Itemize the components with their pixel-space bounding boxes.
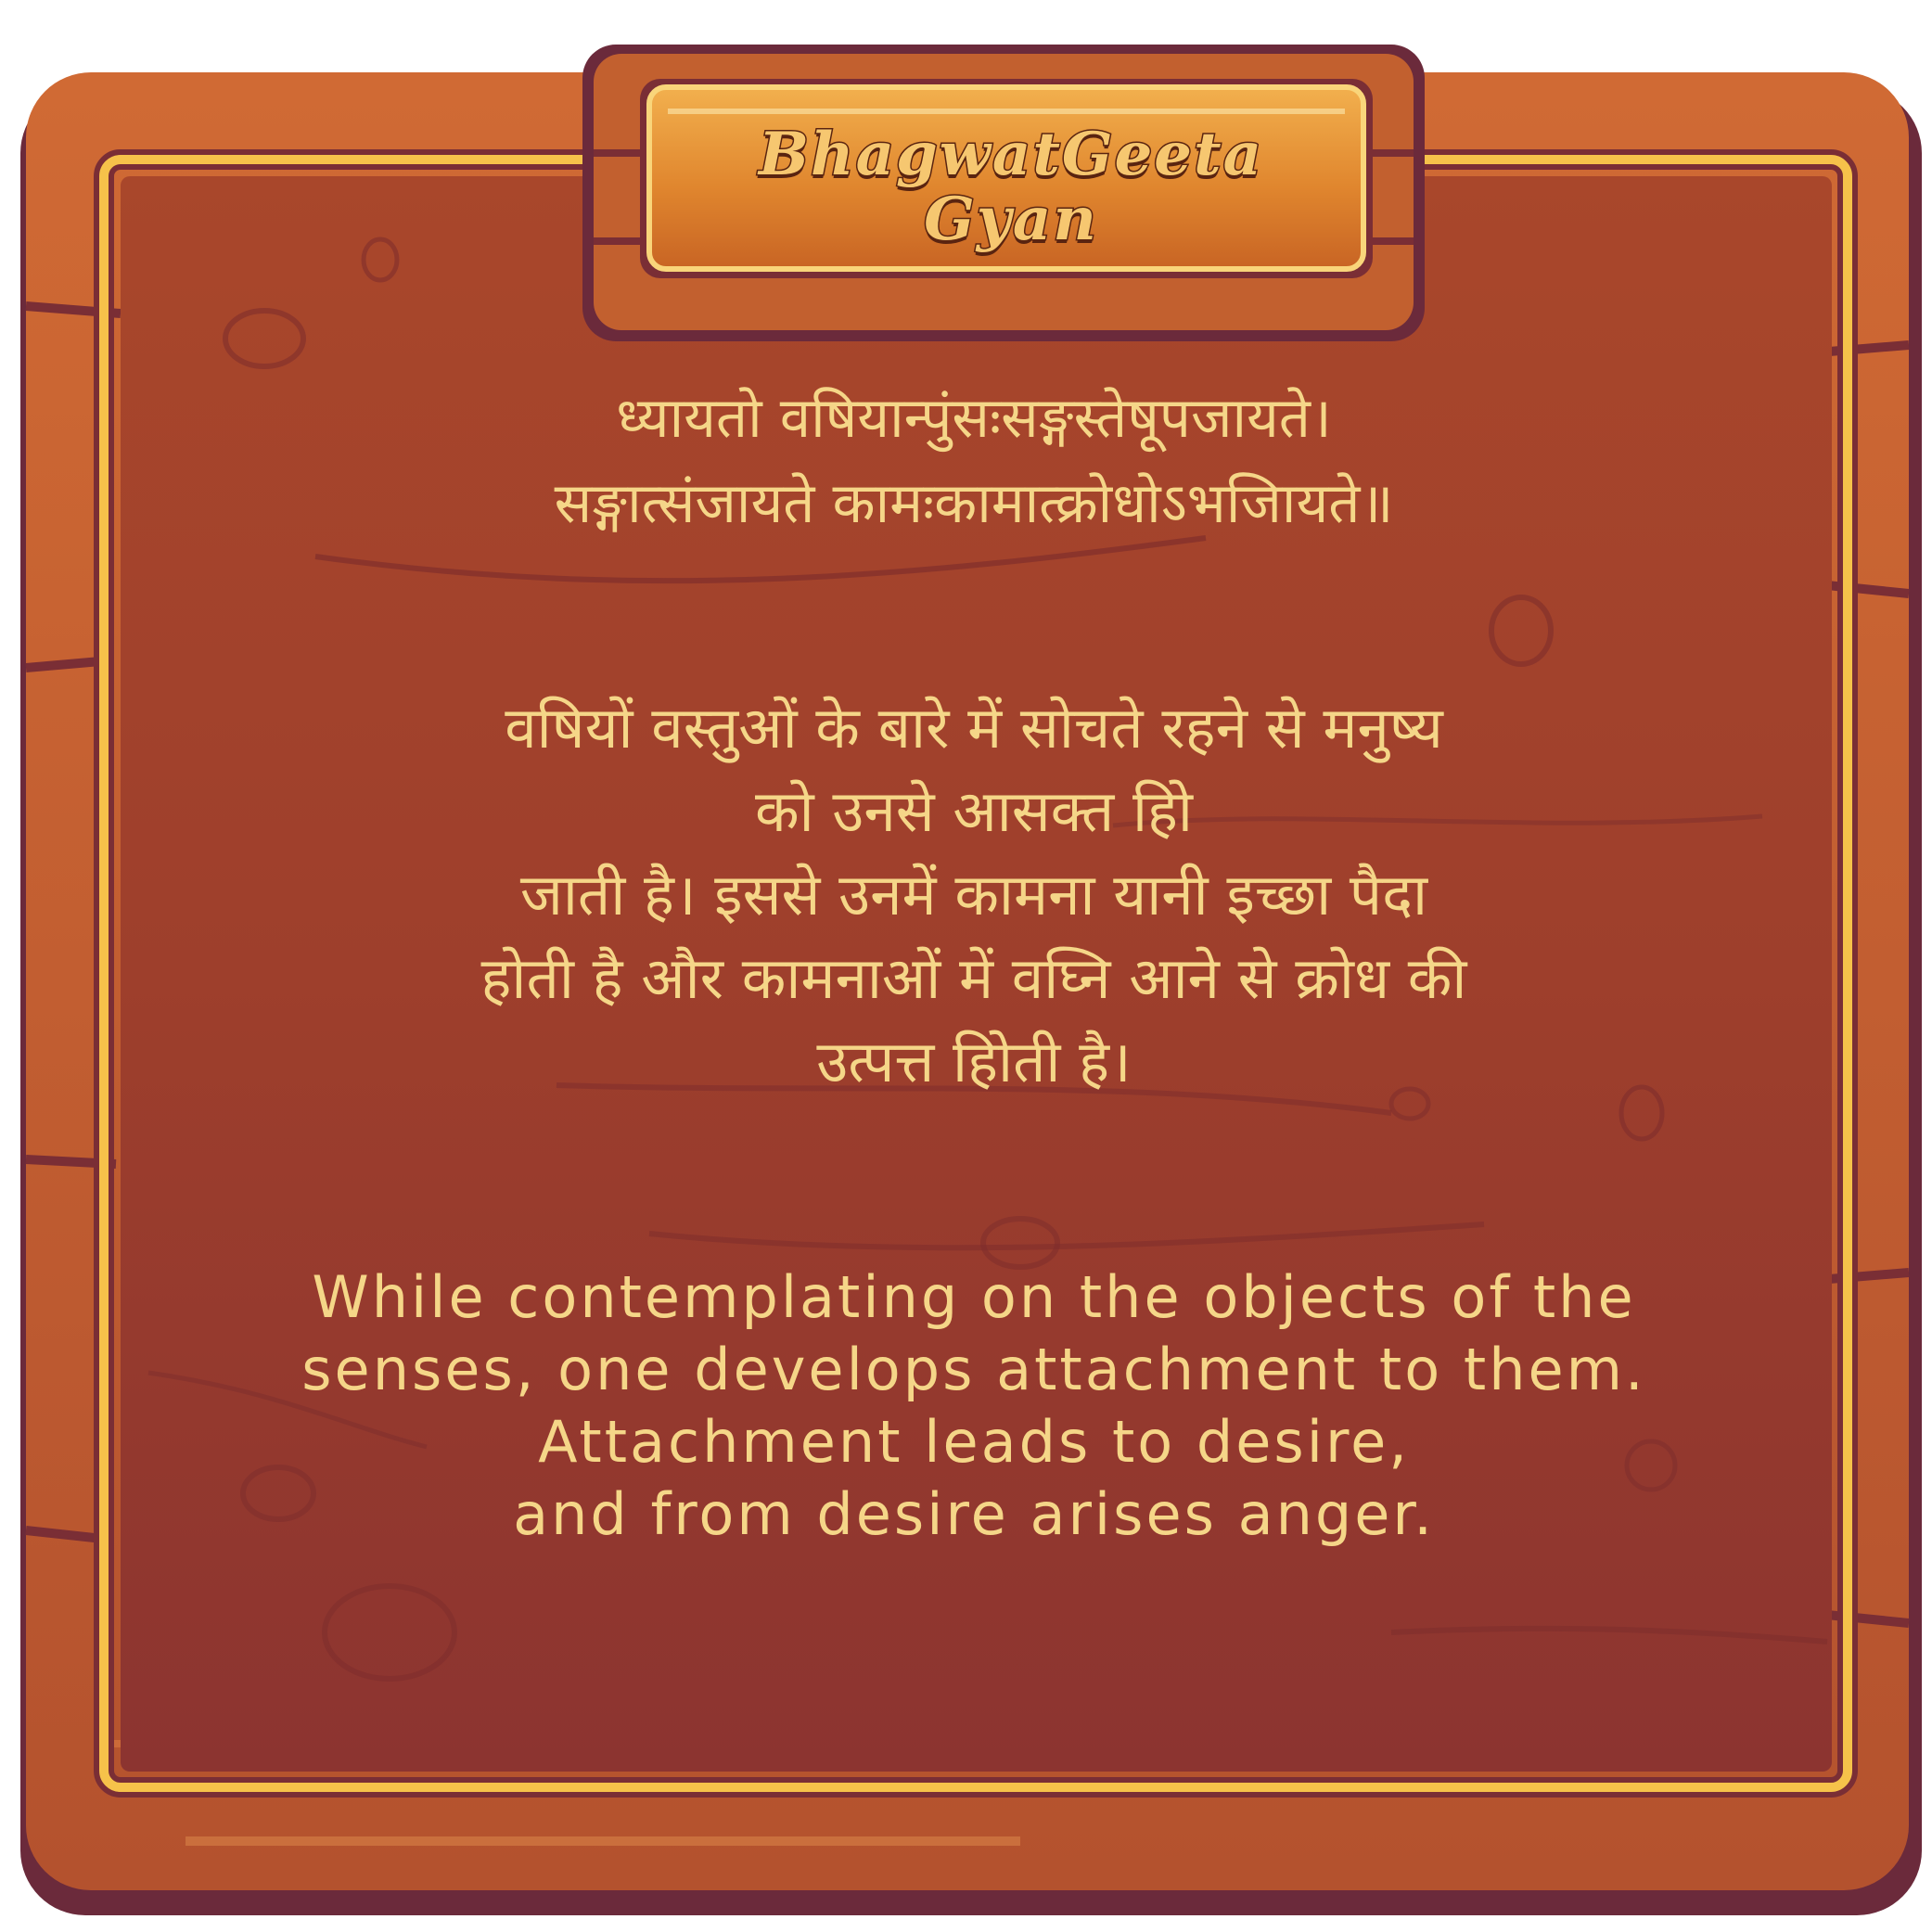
hindi-line-2: को उनसे आसक्त हिो (755, 777, 1193, 845)
english-line-4: and from desire arises anger. (513, 1480, 1435, 1548)
hindi-line-5: उत्पत्त हिोती है। (816, 1028, 1132, 1095)
hindi-translation (139, 686, 1809, 1104)
english-line-2: senses, one develops attachment to them. (301, 1336, 1646, 1403)
english-line-3: Attachment leads to desire, (538, 1408, 1410, 1476)
title-line-2: Gyan (924, 185, 1098, 254)
sanskrit-shloka (139, 376, 1809, 546)
title-plaque-text (649, 104, 1373, 271)
hindi-line-4: होती है और कामनाओं में वघ्नि आने से क्रोध की (480, 944, 1467, 1012)
shloka-line-2: सङ्गात्संजायते कामःकामात्क्रोधोऽभजिायते॥ (554, 471, 1394, 536)
english-translation (139, 1261, 1809, 1551)
title-line-1: BhagwatGeeta (758, 120, 1264, 189)
english-line-1: While contemplating on the objects of the (312, 1263, 1636, 1331)
hindi-line-3: जाती है। इससे उनमें कामना यानी इच्छा पैदा (519, 861, 1428, 928)
hindi-line-1: वषियों वस्तुओं के बारे में सोचते रहने से मनुष्य (505, 694, 1443, 761)
shloka-line-1: ध्यायतो वषियान्पुंसःसङ्गस्तेषूपजायते। (616, 386, 1332, 451)
